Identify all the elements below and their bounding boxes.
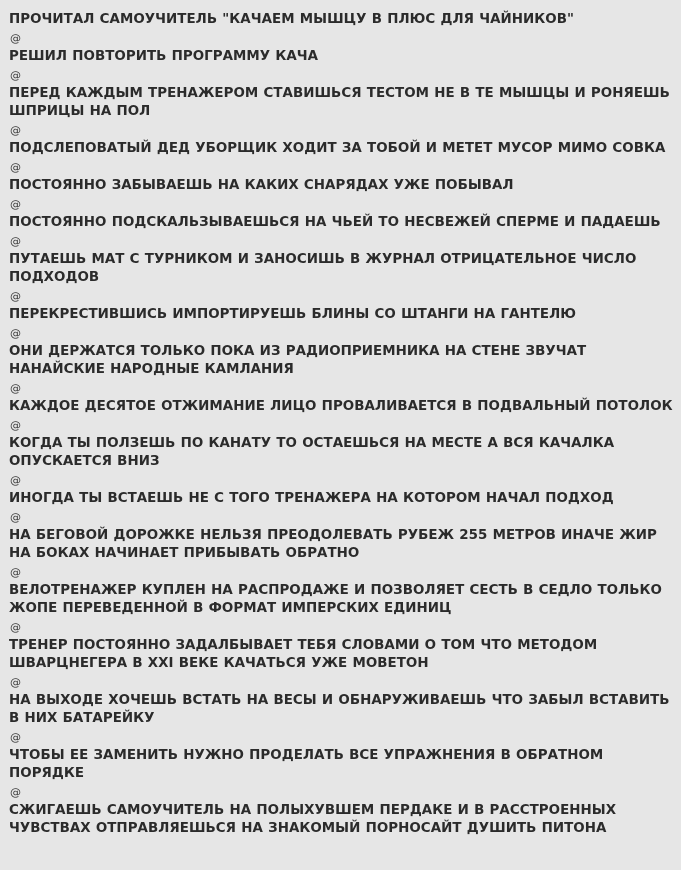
separator: @ <box>10 124 21 137</box>
separator: @ <box>10 382 21 395</box>
separator: @ <box>10 511 21 524</box>
line-4: ПОДСЛЕПОВАТЫЙ ДЕД УБОРЩИК ХОДИТ ЗА ТОБОЙ И МЕТЕТ МУСОР МИМО СОВКА <box>9 141 666 156</box>
line-1: ПРОЧИТАЛ САМОУЧИТЕЛЬ "КАЧАЕМ МЫШЦУ В ПЛЮС ДЛЯ ЧАЙНИКОВ" <box>9 12 574 27</box>
line-11: КОГДА ТЫ ПОЛЗЕШЬ ПО КАНАТУ ТО ОСТАЕШЬСЯ НА МЕСТЕ А ВСЯ КАЧАЛКА ОПУСКАЕТСЯ ВНИЗ <box>9 436 615 469</box>
line-2: РЕШИЛ ПОВТОРИТЬ ПРОГРАММУ КАЧА <box>9 49 319 64</box>
line-18: СЖИГАЕШЬ САМОУЧИТЕЛЬ НА ПОЛЫХУВШЕМ ПЕРДАКЕ И В РАССТРОЕННЫХ ЧУВСТВАХ ОТПРАВЛЯЕШЬСЯ НА ЗНАКОМЫЙ ПОРНОСАЙТ ДУШИТЬ ПИТОНА <box>9 803 617 836</box>
line-3: ПЕРЕД КАЖДЫМ ТРЕНАЖЕРОМ СТАВИШЬСЯ ТЕСТОМ НЕ В ТЕ МЫШЦЫ И РОНЯЕШЬ ШПРИЦЫ НА ПОЛ <box>9 86 670 119</box>
separator: @ <box>10 290 21 303</box>
separator: @ <box>10 327 21 340</box>
separator: @ <box>10 161 21 174</box>
separator: @ <box>10 676 21 689</box>
line-5: ПОСТОЯННО ЗАБЫВАЕШЬ НА КАКИХ СНАРЯДАХ УЖЕ ПОБЫВАЛ <box>9 178 514 193</box>
line-13: НА БЕГОВОЙ ДОРОЖКЕ НЕЛЬЗЯ ПРЕОДОЛЕВАТЬ РУБЕЖ 255 МЕТРОВ ИНАЧЕ ЖИР НА БОКАХ НАЧИНАЕТ ПРИБЫВАТЬ ОБРАТНО <box>9 528 657 561</box>
separator: @ <box>10 419 21 432</box>
separator: @ <box>10 198 21 211</box>
line-14: ВЕЛОТРЕНАЖЕР КУПЛЕН НА РАСПРОДАЖЕ И ПОЗВОЛЯЕТ СЕСТЬ В СЕДЛО ТОЛЬКО ЖОПЕ ПЕРЕВЕДЕННОЙ В ФОРМАТ ИМПЕРСКИХ ЕДИНИЦ <box>9 583 662 616</box>
separator: @ <box>10 32 21 45</box>
line-8: ПЕРЕКРЕСТИВШИСЬ ИМПОРТИРУЕШЬ БЛИНЫ СО ШТАНГИ НА ГАНТЕЛЮ <box>9 307 577 322</box>
line-10: КАЖДОЕ ДЕСЯТОЕ ОТЖИМАНИЕ ЛИЦО ПРОВАЛИВАЕТСЯ В ПОДВАЛЬНЫЙ ПОТОЛОК <box>9 399 673 414</box>
separator: @ <box>10 621 21 634</box>
separator: @ <box>10 731 21 744</box>
separator: @ <box>10 235 21 248</box>
separator: @ <box>10 69 21 82</box>
line-15: ТРЕНЕР ПОСТОЯННО ЗАДАЛБЫВАЕТ ТЕБЯ СЛОВАМИ О ТОМ ЧТО МЕТОДОМ ШВАРЦНЕГЕРА В XXI ВЕКЕ КАЧАТЬСЯ УЖЕ МОВЕТОН <box>9 638 598 671</box>
line-7: ПУТАЕШЬ МАТ С ТУРНИКОМ И ЗАНОСИШЬ В ЖУРНАЛ ОТРИЦАТЕЛЬНОЕ ЧИСЛО ПОДХОДОВ <box>9 252 637 285</box>
line-12: ИНОГДА ТЫ ВСТАЕШЬ НЕ С ТОГО ТРЕНАЖЕРА НА КОТОРОМ НАЧАЛ ПОДХОД <box>9 491 614 506</box>
line-6: ПОСТОЯННО ПОДСКАЛЬЗЫВАЕШЬСЯ НА ЧЬЕЙ ТО НЕСВЕЖЕЙ СПЕРМЕ И ПАДАЕШЬ <box>9 215 661 230</box>
line-17: ЧТОБЫ ЕЕ ЗАМЕНИТЬ НУЖНО ПРОДЕЛАТЬ ВСЕ УПРАЖНЕНИЯ В ОБРАТНОМ ПОРЯДКЕ <box>9 748 604 781</box>
separator: @ <box>10 786 21 799</box>
separator: @ <box>10 566 21 579</box>
separator: @ <box>10 474 21 487</box>
line-16: НА ВЫХОДЕ ХОЧЕШЬ ВСТАТЬ НА ВЕСЫ И ОБНАРУЖИВАЕШЬ ЧТО ЗАБЫЛ ВСТАВИТЬ В НИХ БАТАРЕЙКУ <box>9 693 670 726</box>
line-9: ОНИ ДЕРЖАТСЯ ТОЛЬКО ПОКА ИЗ РАДИОПРИЕМНИКА НА СТЕНЕ ЗВУЧАТ НАНАЙСКИЕ НАРОДНЫЕ КАМЛАНИЯ <box>9 344 587 377</box>
